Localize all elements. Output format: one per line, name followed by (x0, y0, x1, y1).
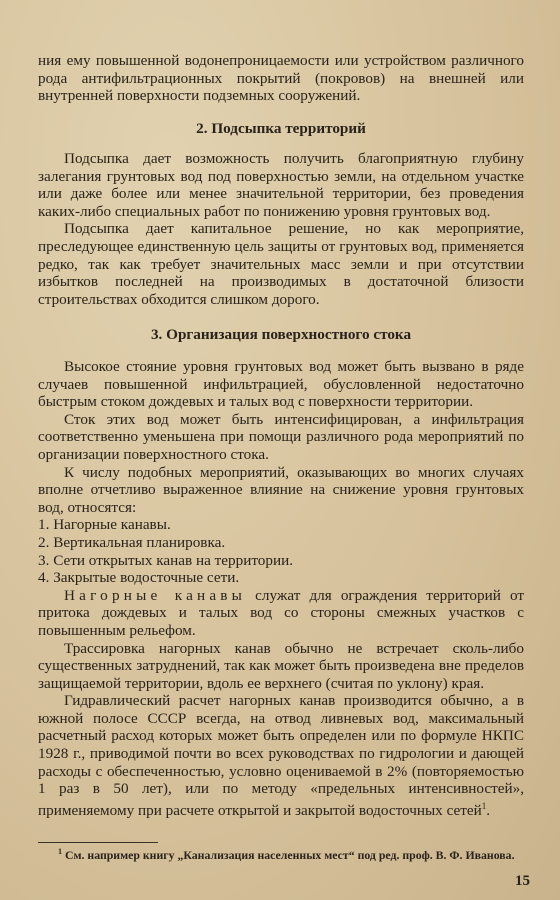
section-2-body (38, 150, 524, 308)
measures-list (38, 516, 524, 586)
section-3-body (38, 358, 524, 820)
upland-ditches-paragraph (38, 587, 524, 640)
hydraulic-paragraph (38, 692, 524, 819)
page-number: 15 (515, 873, 530, 889)
intro-paragraph: ния ему повышенной водонепроницаемости или устройством различного рода антифильтрационных покрытий (покровов) на внешней или внутренней поверхности подземных сооружений. (38, 52, 524, 105)
section-3-paragraph: Высокое стояние уровня грунтовых вод может быть вызвано в ряде случаев повышенной инфильтрацией, обусловленной недостаточно быстрым стоком дождевых и талых вод с поверхности территории. (38, 358, 524, 411)
section-3-heading: 3. Организация поверхностного стока (150, 326, 412, 343)
section-2-paragraph: Подсыпка дает капитальное решение, но как мероприятие, преследующее единственную цель защиты от грунтовых вод, применяется редко, так как требует значительных масс земли и при отсутствии избытков последней на производимых в достаточной близости строительствах обходится слишком дорого. (38, 220, 524, 308)
paragraph-text: Гидравлический расчет нагорных канав производится обычно, а в южной полосе СССР всегда, на отвод ливневых вод, максимальный расчетный расход которых может быть определен или по формуле НКПС 1928 г., приводимой почти во всех руководствах по гидрологии и дающей расходы с обеспеченностью, условно оцениваемой в 2% (повторяемостью 1 раз в 50 лет), или по методу «предельных интенсивностей», применяемому при расчете открытой и закрытой водосточных сетей (38, 692, 524, 819)
footnote-text: См. например книгу „Канализация населенных мест“ под ред. проф. В. Ф. Иванова. (64, 847, 515, 862)
list-item: 3. Сети открытых канав на территории. (38, 551, 294, 569)
list-item: 1. Нагорные канавы. (38, 516, 171, 534)
paragraph-end: . (486, 801, 491, 819)
tracing-paragraph: Трассировка нагорных канав обычно не встречает сколь-либо существенных затруднений, так как может быть произведена вне пределов защищаемой территории, вдоль ее верхнего (считая по уклону) края. (38, 639, 524, 692)
section-3-paragraph: Сток этих вод может быть интенсифицирован, а инфильтрация соответственно уменьшена при помощи различного рода мероприятий по организации поверхностного стока. (38, 410, 524, 463)
footnote-mark: 1 (58, 847, 62, 856)
footnote-divider (38, 842, 158, 843)
section-3-paragraph: К числу подобных мероприятий, оказывающих во многих случаях вполне отчетливо выраженное влияние на снижение уровня грунтовых вод, относятся: (38, 463, 524, 516)
list-item: 4. Закрытые водосточные сети. (38, 569, 240, 587)
list-item: 2. Вертикальная планировка. (38, 533, 226, 551)
paragraph-rest: служат для ограждения территорий от притока дождевых и талых вод со стороны смежных участков с повышенным рельефом. (38, 586, 525, 639)
footnote (38, 845, 524, 862)
section-2-heading: 2. Подсыпка территорий (196, 120, 366, 137)
section-2-paragraph: Подсыпка дает возможность получить благоприятную глубину залегания грунтовых вод под поверхностью земли, на отдельном участке или даже более или менее значительной территории, без проведения каких-либо специальных работ по понижению уровня грунтовых вод. (38, 150, 524, 220)
footnote-reference[interactable]: 1 (481, 800, 487, 811)
intro-text (38, 52, 524, 105)
spaced-term: Нагорные канавы (64, 586, 247, 604)
